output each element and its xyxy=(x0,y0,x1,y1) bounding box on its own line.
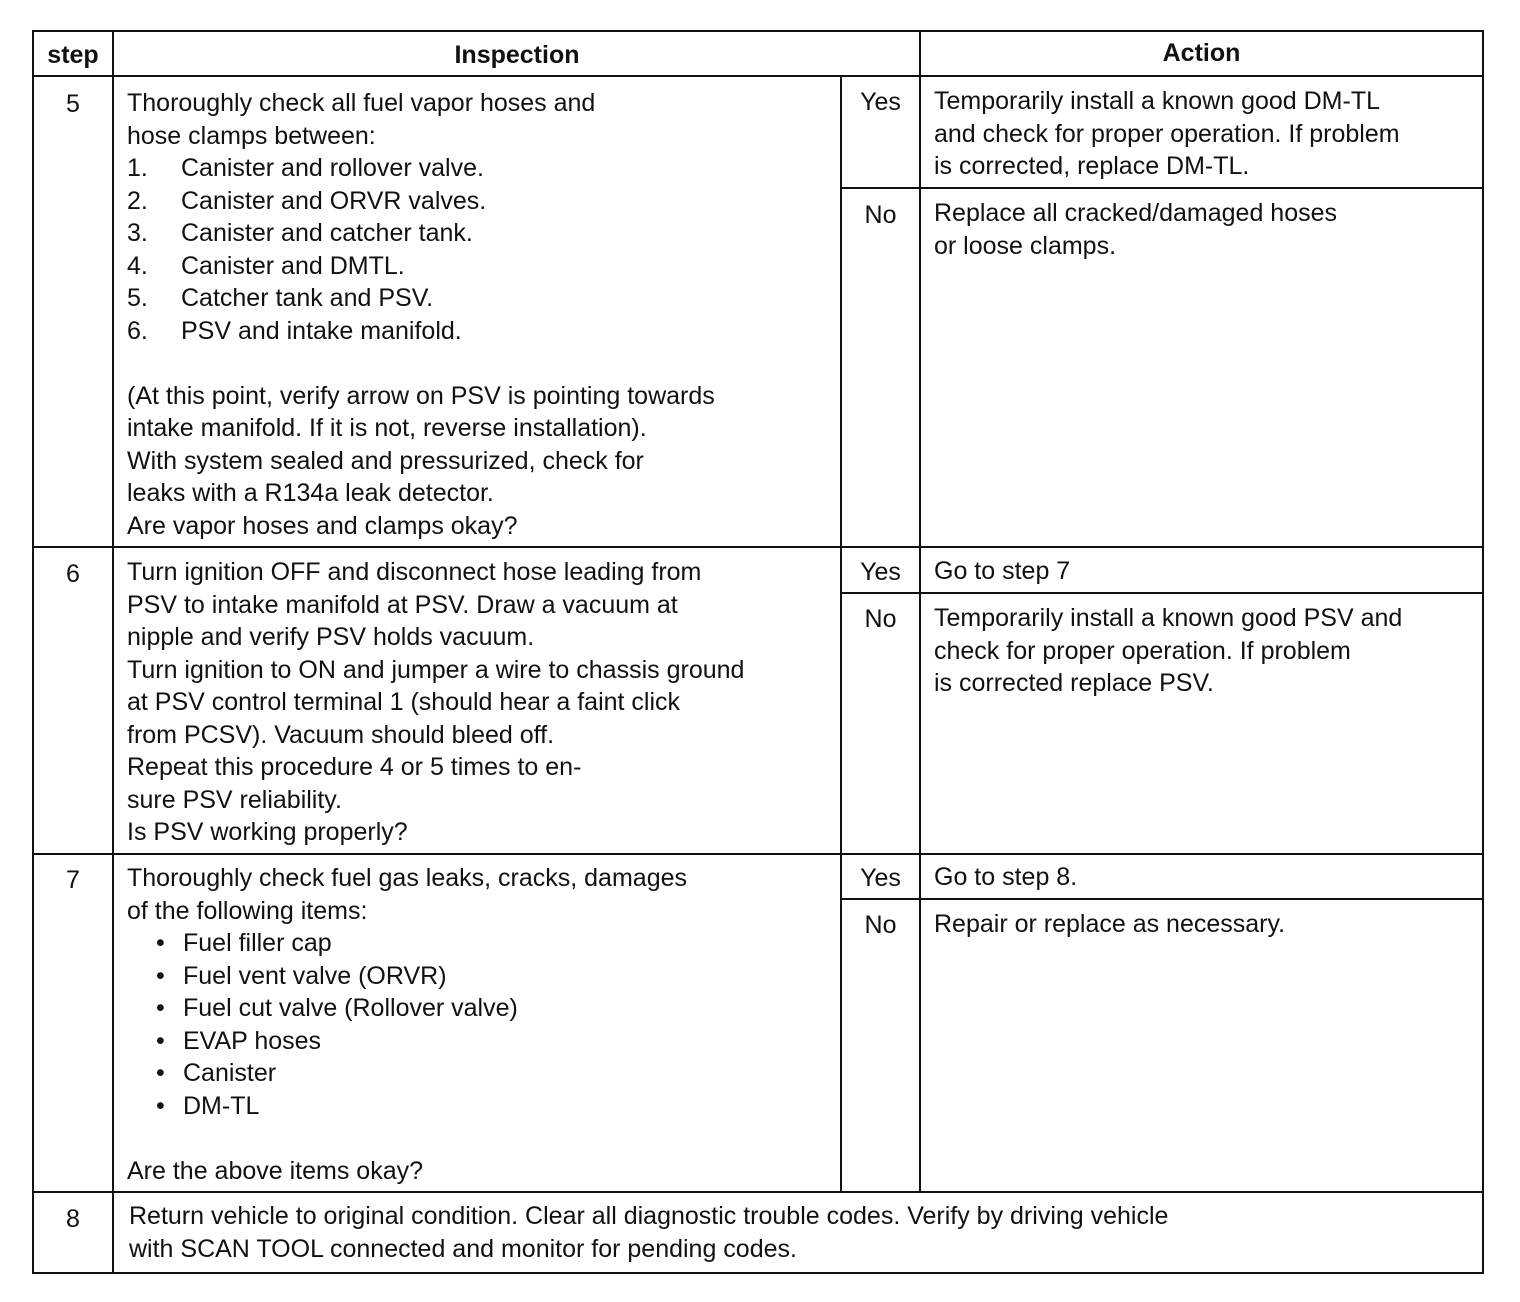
table-rule xyxy=(32,30,34,1274)
text-line: sure PSV reliability. xyxy=(127,785,342,814)
yes-label: Yes xyxy=(860,558,901,586)
header-step: step xyxy=(47,41,99,69)
text-line: intake manifold. If it is not, reverse installation). xyxy=(127,414,647,442)
bullet-icon: • xyxy=(156,1091,165,1120)
list-text: DM-TL xyxy=(183,1091,260,1120)
list-text: Canister and catcher tank. xyxy=(181,219,473,247)
step-number: 5 xyxy=(66,90,80,118)
list-text: Fuel filler cap xyxy=(183,929,332,957)
list-item xyxy=(127,185,715,218)
bullet-icon: • xyxy=(156,1059,165,1087)
bullet-icon: • xyxy=(156,961,165,990)
list-number: 6. xyxy=(127,316,148,345)
table-rule xyxy=(112,30,114,1274)
table-rule xyxy=(32,1191,1484,1193)
list-item xyxy=(127,217,715,250)
no-action xyxy=(934,197,1337,262)
text-line: Replace all cracked/damaged hoses xyxy=(934,199,1338,227)
text-line: is corrected replace PSV. xyxy=(934,669,1214,697)
list-item xyxy=(127,927,687,960)
table-rule xyxy=(32,1272,1484,1274)
inspection-text xyxy=(127,556,744,849)
list-text: Catcher tank and PSV. xyxy=(181,284,434,312)
text-line: with SCAN TOOL connected and monitor for pending codes. xyxy=(129,1234,797,1263)
table-rule xyxy=(840,592,1484,594)
list-number: 2. xyxy=(127,186,148,215)
list-item xyxy=(127,315,715,348)
list-number: 3. xyxy=(127,219,148,247)
list-item xyxy=(127,1057,687,1090)
list-item xyxy=(127,250,715,283)
text-line: Temporarily install a known good DM-TL xyxy=(934,87,1381,115)
text-line: leaks with a R134a leak detector. xyxy=(127,479,494,507)
text-line: Repeat this procedure 4 or 5 times to en- xyxy=(127,753,582,781)
text-line: Temporarily install a known good PSV and xyxy=(934,604,1403,632)
list-number: 1. xyxy=(127,154,148,182)
yes-action xyxy=(934,85,1400,183)
text-line: of the following items: xyxy=(127,896,368,925)
text-line: Go to step 7 xyxy=(934,557,1071,585)
no-label: No xyxy=(864,911,897,939)
text-line: hose clamps between: xyxy=(127,121,376,150)
step-number: 7 xyxy=(66,866,80,894)
text-line: Return vehicle to original condition. Clear all diagnostic trouble codes. Verify by driving vehicle xyxy=(129,1202,1169,1230)
list-item xyxy=(127,960,687,993)
list-item xyxy=(127,1025,687,1058)
list-text: Canister and DMTL. xyxy=(181,251,405,280)
header-inspection: Inspection xyxy=(454,41,580,69)
list-item xyxy=(127,152,715,185)
table-rule xyxy=(32,75,1484,77)
table-rule xyxy=(32,853,1484,855)
list-text: Canister and rollover valve. xyxy=(181,154,484,182)
text-line: Turn ignition to ON and jumper a wire to chassis ground xyxy=(127,655,745,684)
text-line: Thoroughly check fuel gas leaks, cracks, damages xyxy=(127,864,687,892)
yes-action xyxy=(934,861,1077,894)
list-text: Canister xyxy=(183,1059,277,1087)
text-line: Go to step 8. xyxy=(934,863,1078,891)
bullet-icon: • xyxy=(156,1026,165,1055)
list-item xyxy=(127,1090,687,1123)
text-line: or loose clamps. xyxy=(934,231,1117,260)
table-rule xyxy=(32,546,1484,548)
step-number: 8 xyxy=(66,1205,80,1233)
text-line: check for proper operation. If problem xyxy=(934,636,1351,665)
no-label: No xyxy=(864,605,897,633)
text-line: at PSV control terminal 1 (should hear a faint click xyxy=(127,688,681,716)
text-line: Thoroughly check all fuel vapor hoses and xyxy=(127,89,596,117)
bullet-icon: • xyxy=(156,994,165,1022)
yes-label: Yes xyxy=(860,88,901,116)
text-line: PSV to intake manifold at PSV. Draw a vacuum at xyxy=(127,590,678,619)
list-item xyxy=(127,282,715,315)
list-item xyxy=(127,992,687,1025)
yes-label: Yes xyxy=(860,864,901,892)
step-number: 6 xyxy=(66,560,80,588)
text-line: Are the above items okay? xyxy=(127,1156,423,1185)
text-line: is corrected, replace DM-TL. xyxy=(934,152,1250,180)
table-rule xyxy=(1482,30,1484,1274)
yes-action xyxy=(934,555,1070,588)
inspection-text xyxy=(127,87,715,542)
text-line: from PCSV). Vacuum should bleed off. xyxy=(127,720,555,749)
text-line: Repair or replace as necessary. xyxy=(934,910,1286,938)
table-rule xyxy=(840,187,1484,189)
list-number: 4. xyxy=(127,251,148,280)
list-text: Canister and ORVR valves. xyxy=(181,186,487,215)
list-text: PSV and intake manifold. xyxy=(181,316,462,345)
text-line: nipple and verify PSV holds vacuum. xyxy=(127,623,535,651)
no-action xyxy=(934,908,1285,941)
text-line: With system sealed and pressurized, check for xyxy=(127,446,644,475)
step-8-text xyxy=(129,1200,1168,1265)
table-rule xyxy=(32,30,1484,32)
table-rule xyxy=(919,30,921,1193)
header-action: Action xyxy=(1162,39,1241,67)
text-line: Are vapor hoses and clamps okay? xyxy=(127,511,518,540)
list-number: 5. xyxy=(127,284,148,312)
inspection-text xyxy=(127,862,687,1187)
list-text: Fuel vent valve (ORVR) xyxy=(183,961,447,990)
no-action xyxy=(934,602,1402,700)
table-rule xyxy=(840,898,1484,900)
no-label: No xyxy=(864,201,897,229)
bullet-icon: • xyxy=(156,929,165,957)
text-line: Turn ignition OFF and disconnect hose leading from xyxy=(127,558,702,586)
text-line: (At this point, verify arrow on PSV is pointing towards xyxy=(127,381,715,410)
text-line: and check for proper operation. If problem xyxy=(934,119,1400,148)
text-line: Is PSV working properly? xyxy=(127,818,408,846)
list-text: EVAP hoses xyxy=(183,1026,322,1055)
list-text: Fuel cut valve (Rollover valve) xyxy=(183,994,518,1022)
